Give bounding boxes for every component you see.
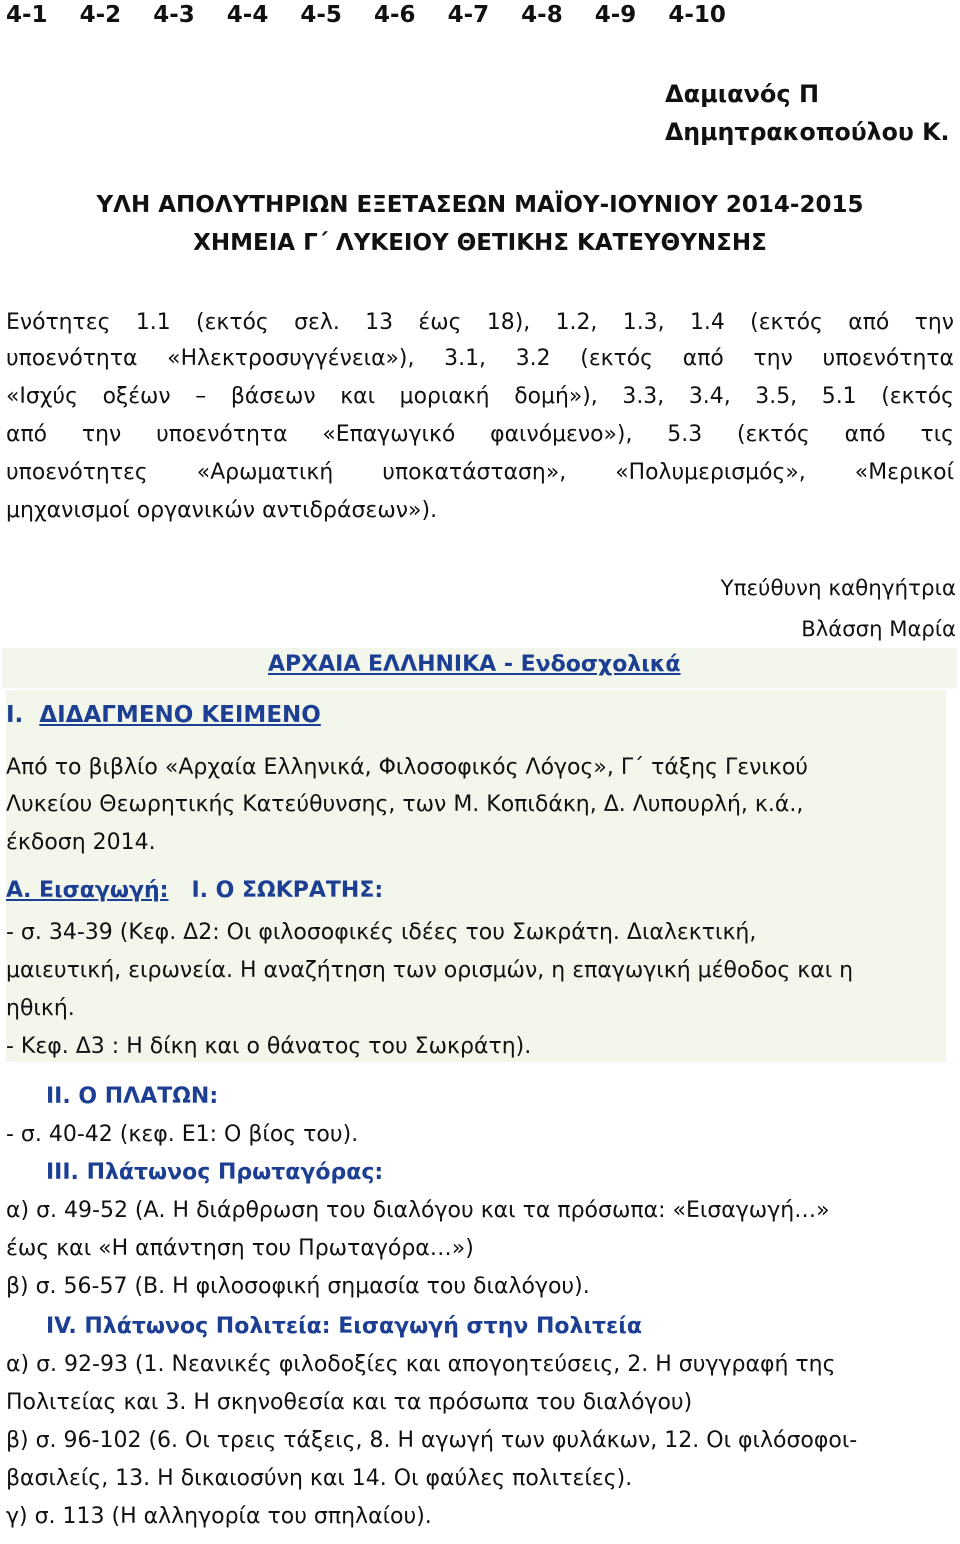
section1-heading (6, 702, 321, 728)
protagoras-line-3: β) σ. 56-57 (Β. Η φιλοσοφική σημασία του διαλόγου). (6, 1274, 590, 1299)
chemistry-line-3: «Ισχύς οξέων – βάσεων και μοριακή δομή»), 3.3, 3.4, 3.5, 5.1 (εκτός (6, 384, 954, 409)
intro-label: Α. Εισαγωγή: (6, 878, 169, 903)
section1-box (6, 690, 946, 1062)
section-tab-4-6[interactable]: 4-6 (373, 2, 416, 28)
section1-title: ΔΙΔΑΓΜΕΝΟ ΚΕΙΜΕΝΟ (39, 702, 321, 728)
protagoras-line-1: α) σ. 49-52 (Α. Η διάρθρωση του διαλόγου και τα πρόσωπα: «Εισαγωγή…» (6, 1198, 830, 1223)
book-line-2: Λυκείου Θεωρητικής Κατεύθυνσης, των Μ. Κοπιδάκη, Δ. Λυπουρλή, κ.ά., (6, 792, 804, 817)
author-1: Δαμιανός Π (665, 80, 820, 108)
exam-title-line2: ΧΗΜΕΙΑ Γ΄ ΛΥΚΕΙΟΥ ΘΕΤΙΚΗΣ ΚΑΤΕΥΘΥΝΣΗΣ (193, 230, 767, 256)
protagoras-line-2: έως και «Η απάντηση του Πρωταγόρα…») (6, 1236, 474, 1261)
republic-line-3: β) σ. 96-102 (6. Οι τρεις τάξεις, 8. Η αγωγή των φυλάκων, 12. Οι φιλόσοφοι- (6, 1428, 858, 1453)
intro-heading-row (6, 878, 383, 903)
socrates-line-4: - Κεφ. Δ3 : Η δίκη και ο θάνατος του Σωκράτη). (6, 1034, 532, 1059)
protagoras-heading: ΙΙΙ. Πλάτωνος Πρωταγόρας: (46, 1160, 384, 1185)
chemistry-line-5: υποενότητες «Αρωματική υποκατάσταση», «Πολυμερισμός», «Μερικοί (6, 460, 954, 485)
responsible-name: Βλάσση Μαρία (801, 616, 956, 641)
book-line-1: Από το βιβλίο «Αρχαία Ελληνικά, Φιλοσοφικός Λόγος», Γ΄ τάξης Γενικού (6, 755, 809, 780)
section-tabs (6, 2, 726, 28)
ancient-title: ΑΡΧΑΙΑ ΕΛΛΗΝΙΚΑ - Ενδοσχολικά (268, 652, 681, 677)
republic-heading: ΙV. Πλάτωνος Πολιτεία: Εισαγωγή στην Πολιτεία (46, 1314, 642, 1339)
book-line-3: έκδοση 2014. (6, 830, 156, 855)
section-tab-4-2[interactable]: 4-2 (79, 2, 122, 28)
section-tab-4-10[interactable]: 4-10 (668, 2, 726, 28)
section-tab-4-1[interactable]: 4-1 (6, 2, 48, 28)
responsible-label: Υπεύθυνη καθηγήτρια (720, 576, 956, 601)
republic-line-4: βασιλείς, 13. Η δικαιοσύνη και 14. Οι φαύλες πολιτείες). (6, 1466, 633, 1491)
section-tab-4-5[interactable]: 4-5 (300, 2, 342, 28)
exam-title-line1: ΥΛΗ ΑΠΟΛΥΤΗΡΙΩΝ ΕΞΕΤΑΣΕΩΝ ΜΑΪΟΥ-ΙΟΥΝΙΟΥ 2014-2015 (96, 192, 864, 218)
intro-heading: Ι. Ο ΣΩΚΡΑΤΗΣ: (191, 878, 384, 903)
section-tab-4-7[interactable]: 4-7 (447, 2, 490, 28)
chemistry-line-4: από την υποενότητα «Επαγωγικό φαινόμενο»), 5.3 (εκτός από τις (6, 422, 954, 447)
socrates-line-1: - σ. 34-39 (Κεφ. Δ2: Οι φιλοσοφικές ιδέες του Σωκράτη. Διαλεκτική, (6, 920, 757, 945)
republic-line-1: α) σ. 92-93 (1. Νεανικές φιλοδοξίες και απογοητεύσεις, 2. Η συγγραφή της (6, 1352, 836, 1377)
chemistry-line-2: υποενότητα «Ηλεκτροσυγγένεια»), 3.1, 3.2 (εκτός από την υποενότητα (6, 346, 954, 371)
plato-heading: ΙΙ. Ο ΠΛΑΤΩΝ: (46, 1084, 219, 1109)
section-tab-4-8[interactable]: 4-8 (521, 2, 563, 28)
section-tab-4-9[interactable]: 4-9 (594, 2, 637, 28)
section1-number: Ι. (6, 702, 24, 728)
socrates-line-2: μαιευτική, ειρωνεία. Η αναζήτηση των ορισμών, η επαγωγική μέθοδος και η (6, 958, 854, 983)
socrates-line-3: ηθική. (6, 996, 75, 1021)
section-tab-4-4[interactable]: 4-4 (226, 2, 269, 28)
chemistry-line-1: Ενότητες 1.1 (εκτός σελ. 13 έως 18), 1.2, 1.3, 1.4 (εκτός από την (6, 310, 954, 335)
republic-line-5: γ) σ. 113 (Η αλληγορία του σπηλαίου). (6, 1504, 432, 1529)
chemistry-line-6: μηχανισμοί οργανικών αντιδράσεων»). (6, 498, 438, 523)
plato-line: - σ. 40-42 (κεφ. Ε1: Ο βίος του). (6, 1122, 359, 1147)
author-2: Δημητρακοπούλου Κ. (665, 118, 950, 146)
section-tab-4-3[interactable]: 4-3 (153, 2, 195, 28)
republic-line-2: Πολιτείας και 3. Η σκηνοθεσία και τα πρόσωπα του διαλόγου) (6, 1390, 693, 1415)
